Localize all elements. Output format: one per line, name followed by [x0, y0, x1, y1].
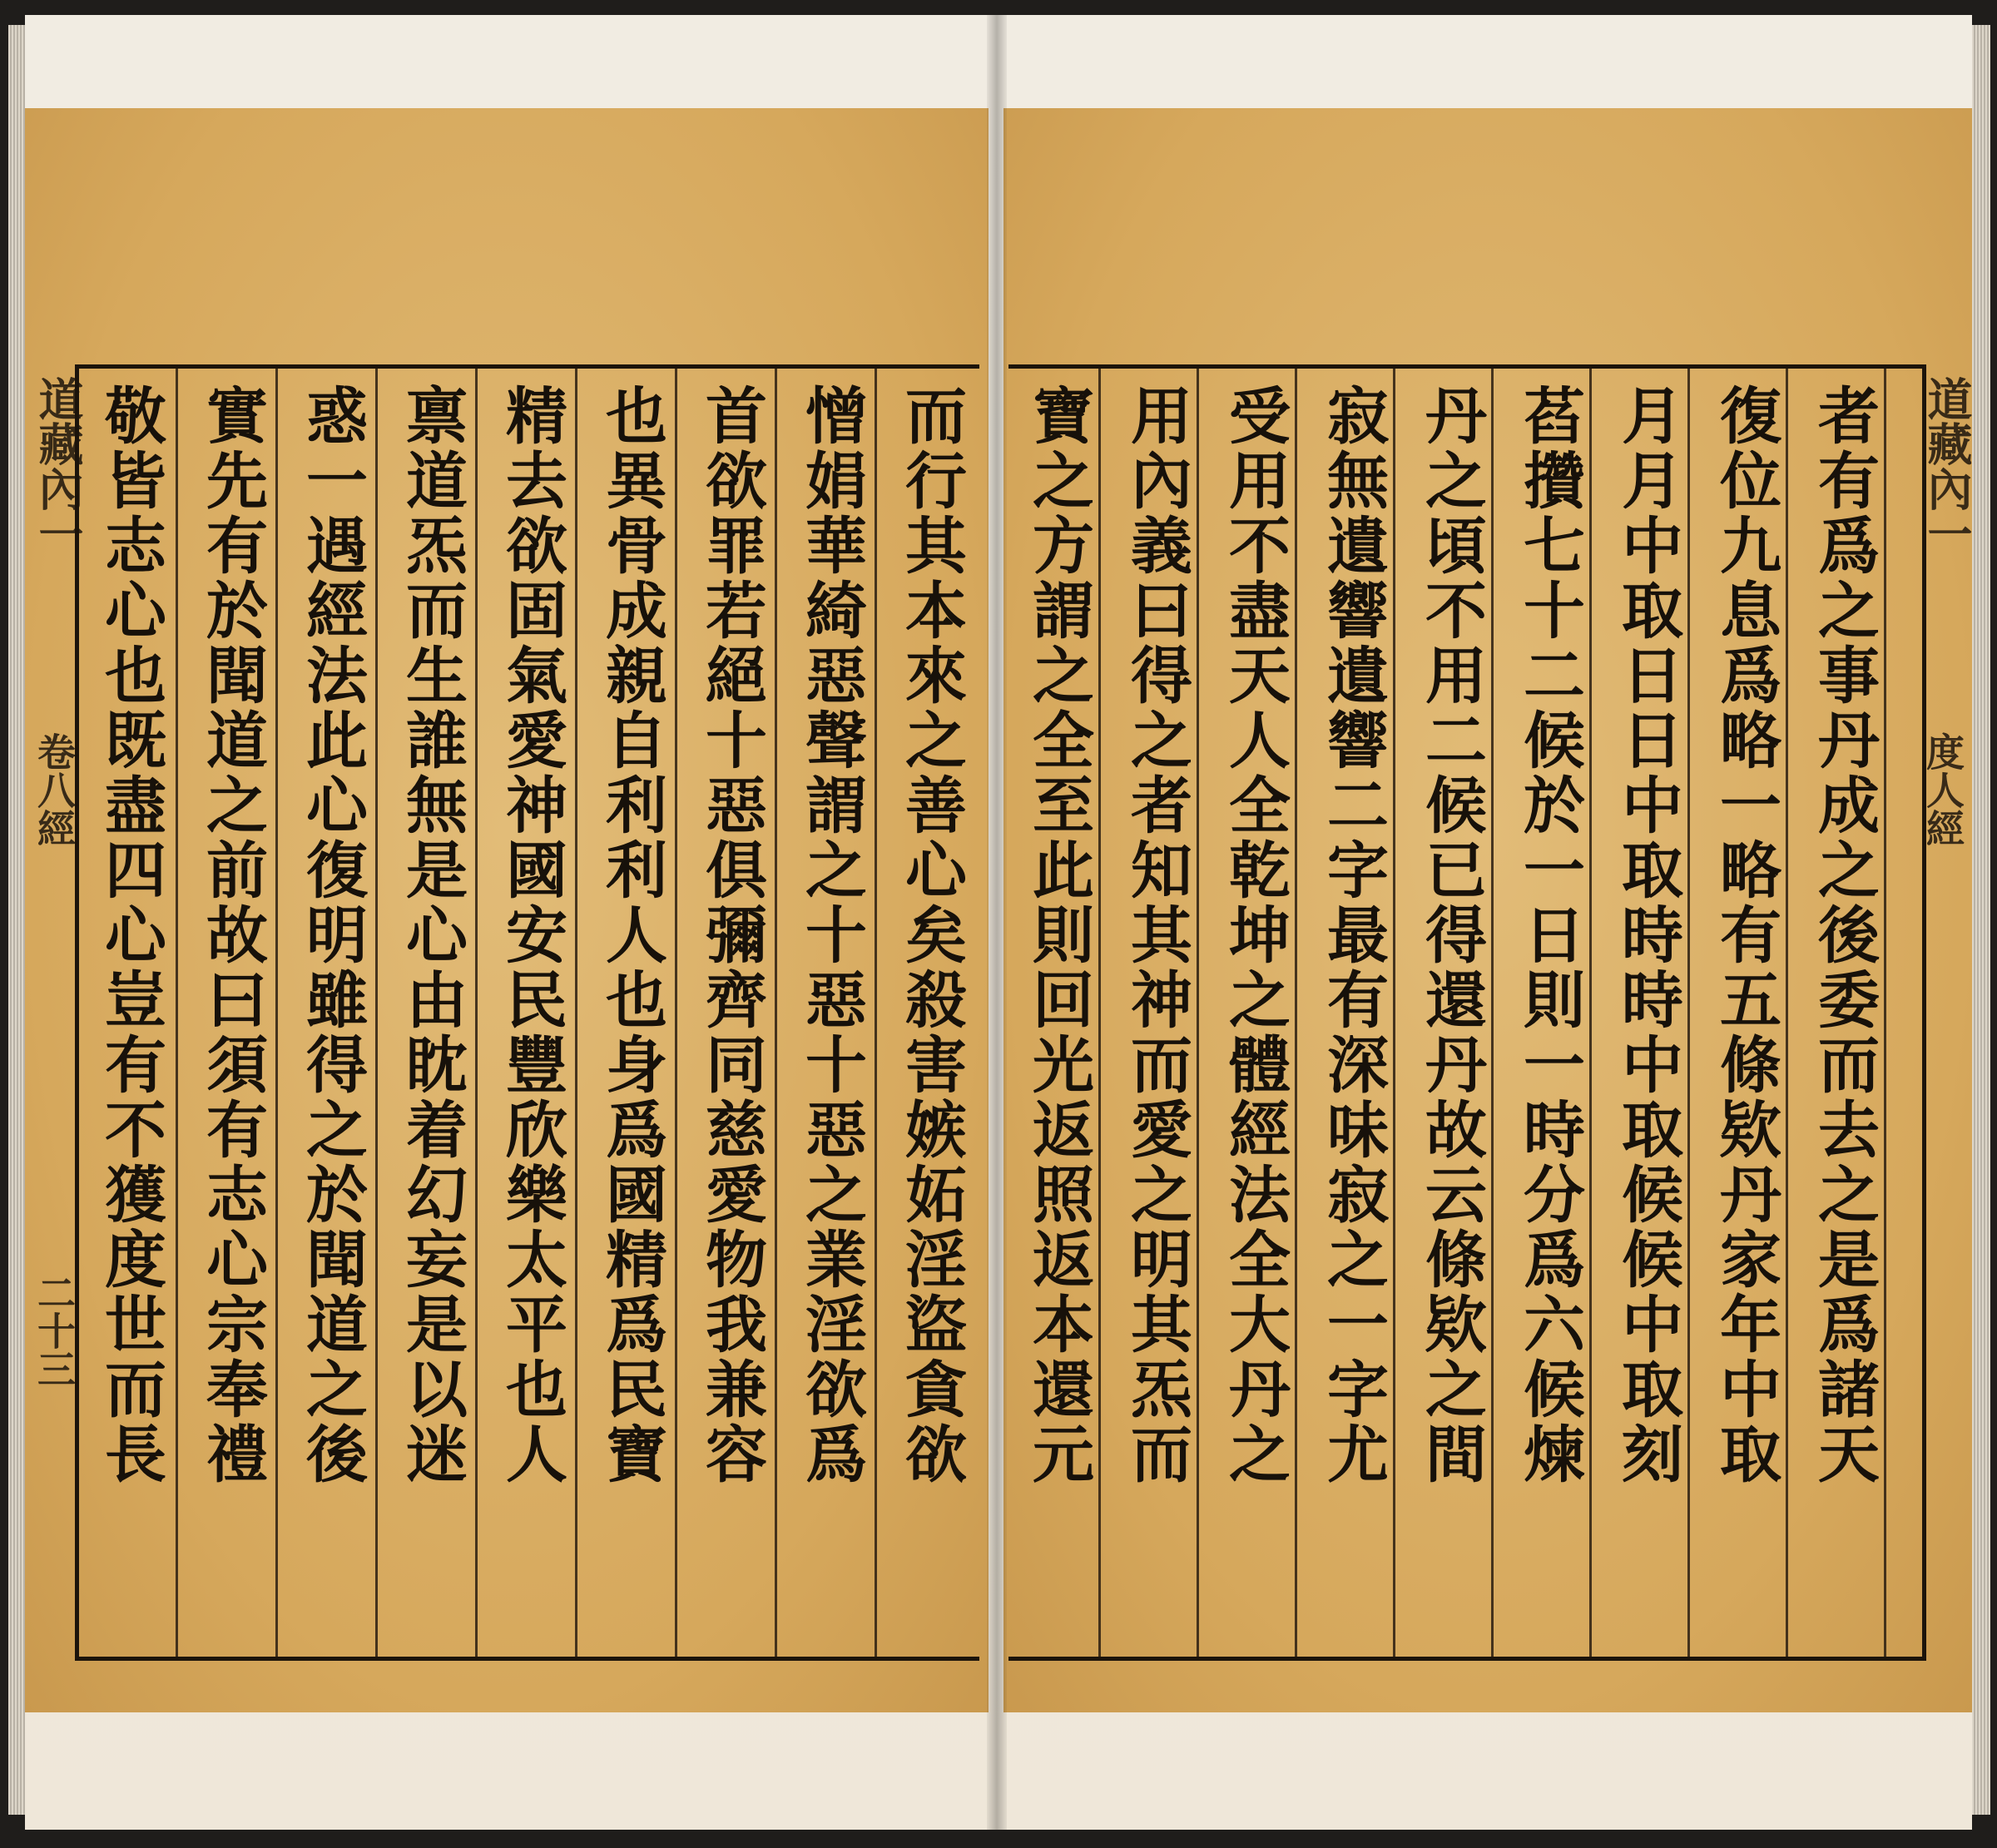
text-column: 復位九息爲略一略有五條欵丹家年中取 — [1710, 384, 1781, 1487]
text-column: 憎娟華綺惡聲謂之十惡十惡之業淫欲爲 — [795, 384, 867, 1487]
right-margin-section: 度人經 — [1920, 732, 1965, 847]
left-text-frame — [75, 364, 979, 1661]
text-column: 寶之方謂之全至此則回光返照返本還元 — [1023, 384, 1094, 1487]
text-column: 萏攢七十二候於一日則一時分爲六候煉 — [1514, 384, 1585, 1487]
text-column: 受用不盡天人全乾坤之體經法全大丹之 — [1219, 384, 1291, 1487]
text-column: 丹之頃不用二候已得還丹故云條欵之間 — [1415, 384, 1487, 1487]
right-text-frame — [1008, 364, 1926, 1661]
text-column: 也異骨成親自利利人也身爲國精爲民寶 — [596, 384, 667, 1487]
text-column: 敬皆志心也既盡四心豈有不獲度世而長 — [95, 384, 166, 1487]
text-column: 者有爲之事丹成之後委而去之是爲諸天 — [1808, 384, 1880, 1487]
book-edge-left — [8, 25, 27, 1815]
text-column: 寂無遺響遺響二字最有深味寂之一字尤 — [1317, 384, 1389, 1487]
text-column: 首欲罪若絕十惡俱彌齊同慈愛物我兼容 — [696, 384, 767, 1487]
left-margin-page: 二十三 — [32, 1273, 77, 1388]
text-column: 精去欲固氣愛神國安民豐欣樂太平也人 — [496, 384, 567, 1487]
text-column: 用內義曰得之者知其神而愛之明其炁而 — [1121, 384, 1192, 1487]
text-column: 月月中取日日中取時時中取候候中取刻 — [1612, 384, 1683, 1487]
left-margin-section: 卷八經 — [32, 732, 77, 847]
text-column: 實先有於聞道之前故曰須有志心宗奉禮 — [196, 384, 268, 1487]
text-column: 禀道炁而生誰無是心由眈着幻妄是以迷 — [396, 384, 468, 1487]
text-column: 而行其本來之善心矣殺害嫉妬淫盜貪欲 — [895, 384, 967, 1487]
text-column: 惑一遇經法此心復明雖得之於聞道之後 — [296, 384, 368, 1487]
book-gutter — [987, 15, 1007, 1830]
right-margin-title: 道藏內一 — [1920, 376, 1974, 556]
left-margin-title: 道藏內一 — [32, 376, 85, 556]
